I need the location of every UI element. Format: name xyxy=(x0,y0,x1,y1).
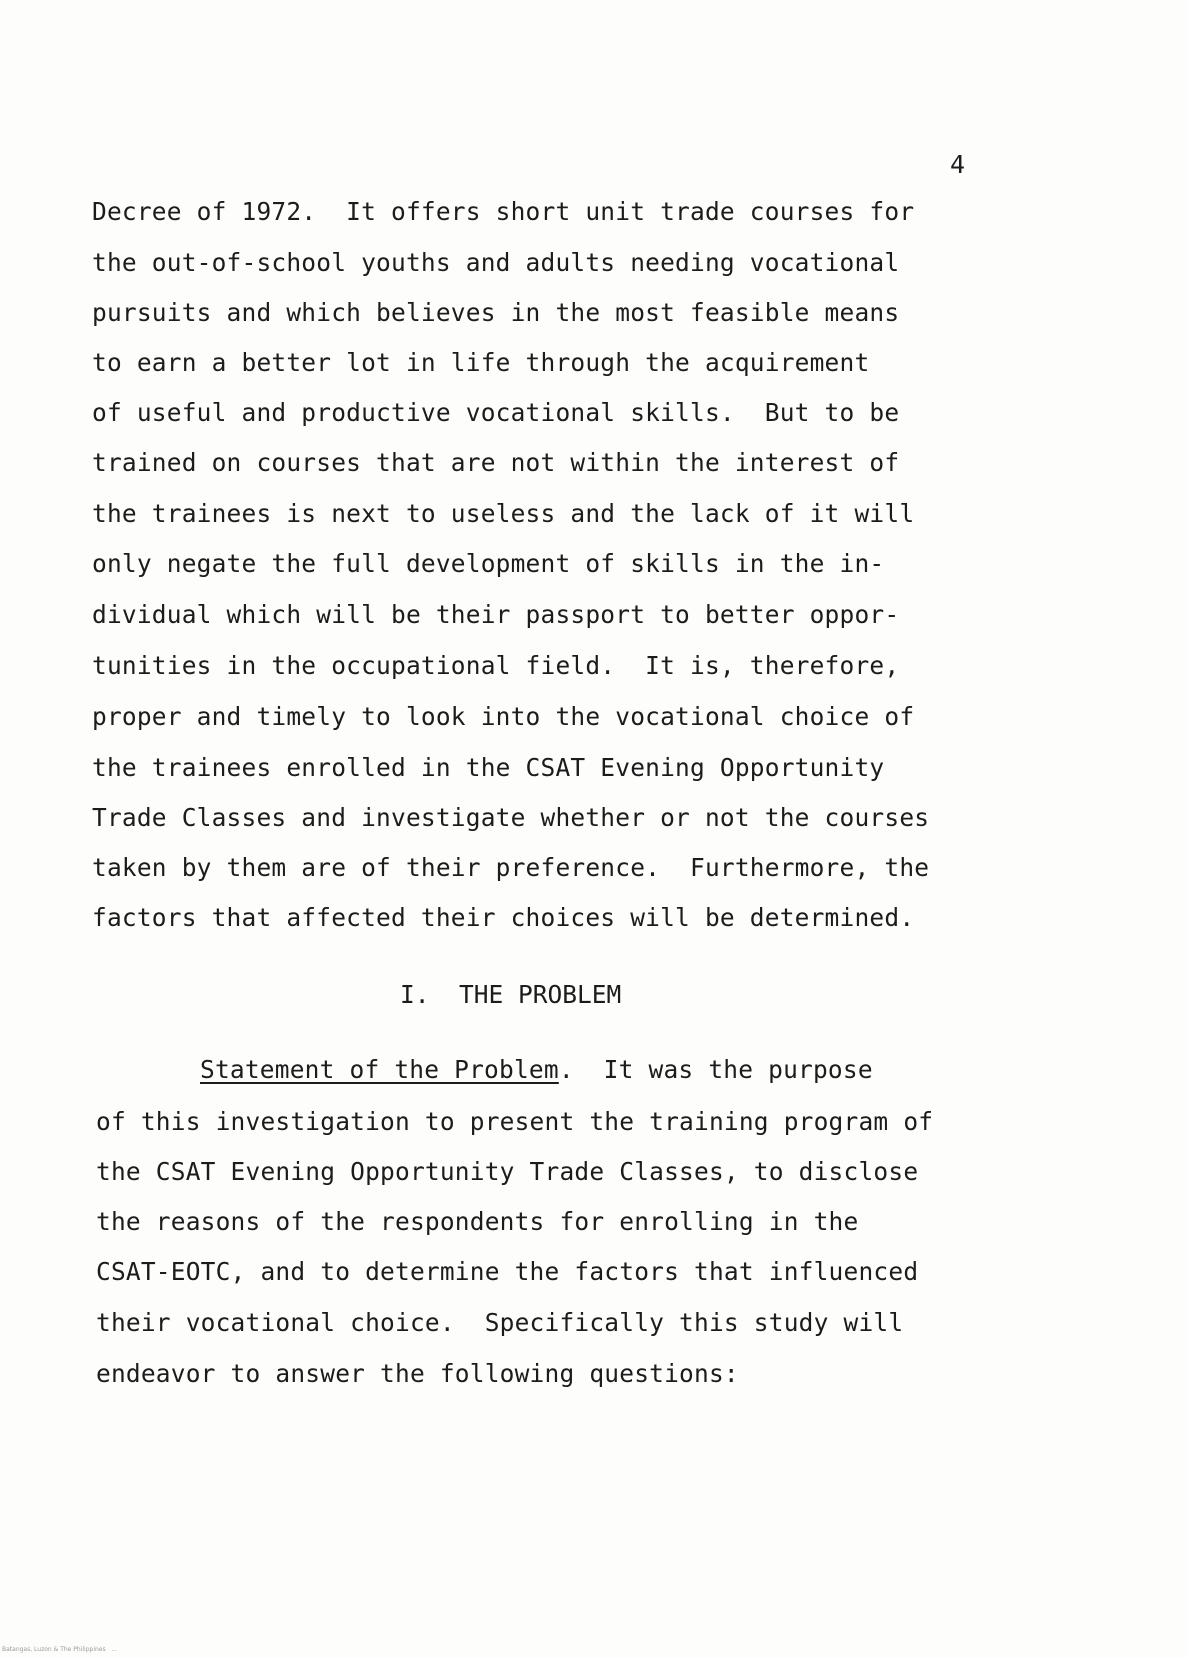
paragraph-line: the out-of-school youths and adults needing vocational xyxy=(92,248,900,277)
paragraph-line: pursuits and which believes in the most feasible means xyxy=(92,298,900,327)
paragraph-line: of useful and productive vocational skills. But to be xyxy=(92,398,900,427)
paragraph-line: taken by them are of their preference. Furthermore, the xyxy=(92,853,930,882)
paragraph-line: CSAT-EOTC, and to determine the factors that influenced xyxy=(96,1257,919,1286)
paragraph-line: dividual which will be their passport to better oppor- xyxy=(92,600,900,629)
paragraph-line: proper and timely to look into the vocational choice of xyxy=(92,702,915,731)
subsection-title-suffix: . It was the purpose xyxy=(558,1055,873,1084)
paragraph-line: tunities in the occupational field. It is, therefore, xyxy=(92,651,900,680)
subsection-title: Statement of the Problem xyxy=(200,1055,559,1084)
paragraph-line: Decree of 1972. It offers short unit trade courses for xyxy=(92,197,915,226)
paragraph-line: their vocational choice. Specifically this study will xyxy=(96,1308,904,1337)
paragraph-line: to earn a better lot in life through the acquirement xyxy=(92,348,870,377)
paragraph-line: endeavor to answer the following questions: xyxy=(96,1359,739,1388)
paragraph-line: the CSAT Evening Opportunity Trade Classes, to disclose xyxy=(96,1157,919,1186)
paragraph-line: Trade Classes and investigate whether or not the courses xyxy=(92,803,930,832)
subsection-first-line xyxy=(200,1055,873,1084)
paragraph-line: factors that affected their choices will be determined. xyxy=(92,903,915,932)
scan-footer-text: Batangas, Luzon & The Philippines ... xyxy=(2,1646,118,1653)
paragraph-line: trained on courses that are not within the interest of xyxy=(92,448,900,477)
page-number: 4 xyxy=(950,150,966,179)
paragraph-line: the reasons of the respondents for enrolling in the xyxy=(96,1207,859,1236)
paragraph-line: only negate the full development of skills in the in- xyxy=(92,549,885,578)
paragraph-line: the trainees enrolled in the CSAT Evening Opportunity xyxy=(92,753,885,782)
paragraph-line: of this investigation to present the training program of xyxy=(96,1107,934,1136)
paragraph-line: the trainees is next to useless and the lack of it will xyxy=(92,499,915,528)
section-heading: I. THE PROBLEM xyxy=(400,980,622,1009)
